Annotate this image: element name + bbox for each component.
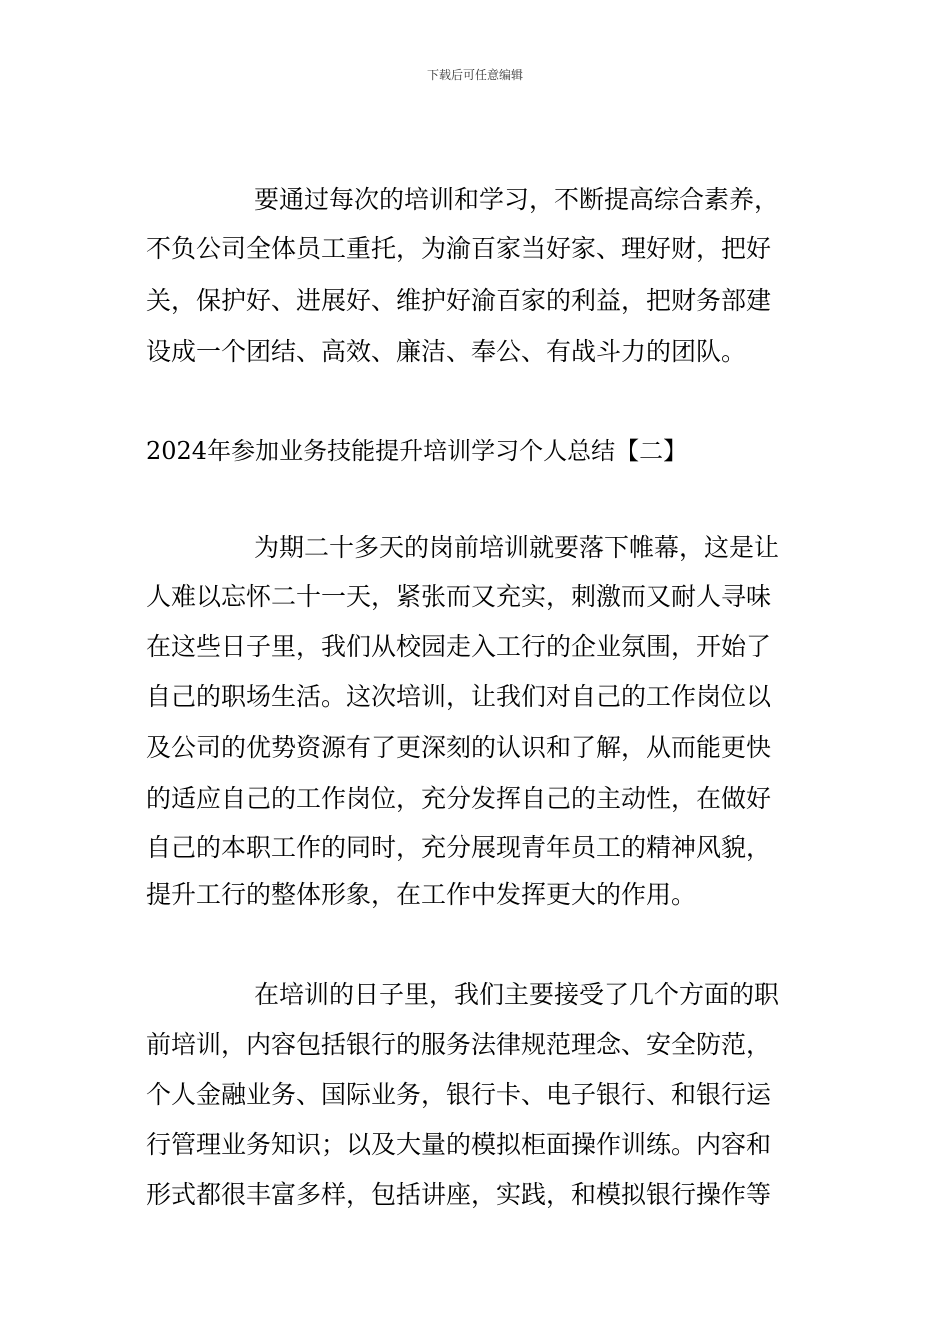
paragraph-line: 不负公司全体员工重托，为渝百家当好家、理好财，把好 [146,234,772,263]
paragraph-line: 及公司的优势资源有了更深刻的认识和了解，从而能更快 [146,733,772,762]
paragraph-line: 行管理业务知识；以及大量的模拟柜面操作训练。内容和 [146,1130,772,1159]
paragraph-line: 设成一个团结、高效、廉洁、奉公、有战斗力的团队。 [146,337,747,366]
paragraph-line: 在这些日子里，我们从校园走入工行的企业氛围，开始了 [146,632,772,661]
paragraph-line: 提升工行的整体形象，在工作中发挥更大的作用。 [146,880,697,909]
section-heading: 2024年参加业务技能提升培训学习个人总结【二】 [146,437,688,465]
paragraph-line: 形式都很丰富多样，包括讲座，实践，和模拟银行操作等 [146,1180,772,1209]
paragraph-line: 人难以忘怀二十一天，紧张而又充实，刺激而又耐人寻味 [146,582,772,611]
paragraph-line: 个人金融业务、国际业务，银行卡、电子银行、和银行运 [146,1080,772,1109]
paragraph-line: 关，保护好、进展好、维护好渝百家的利益，把财务部建 [146,286,772,315]
page-header-note: 下载后可任意编辑 [426,68,523,82]
paragraph-line: 为期二十多天的岗前培训就要落下帷幕，这是让 [254,533,780,562]
paragraph-line: 自己的本职工作的同时，充分展现青年员工的精神风貌， [146,833,772,862]
paragraph-line: 的适应自己的工作岗位，充分发挥自己的主动性，在做好 [146,784,772,813]
paragraph-line: 要通过每次的培训和学习，不断提高综合素养， [254,185,780,214]
paragraph-line: 自己的职场生活。这次培训，让我们对自己的工作岗位以 [146,682,772,711]
paragraph-line: 在培训的日子里，我们主要接受了几个方面的职 [254,980,780,1009]
paragraph-line: 前培训，内容包括银行的服务法律规范理念、安全防范， [146,1030,772,1059]
